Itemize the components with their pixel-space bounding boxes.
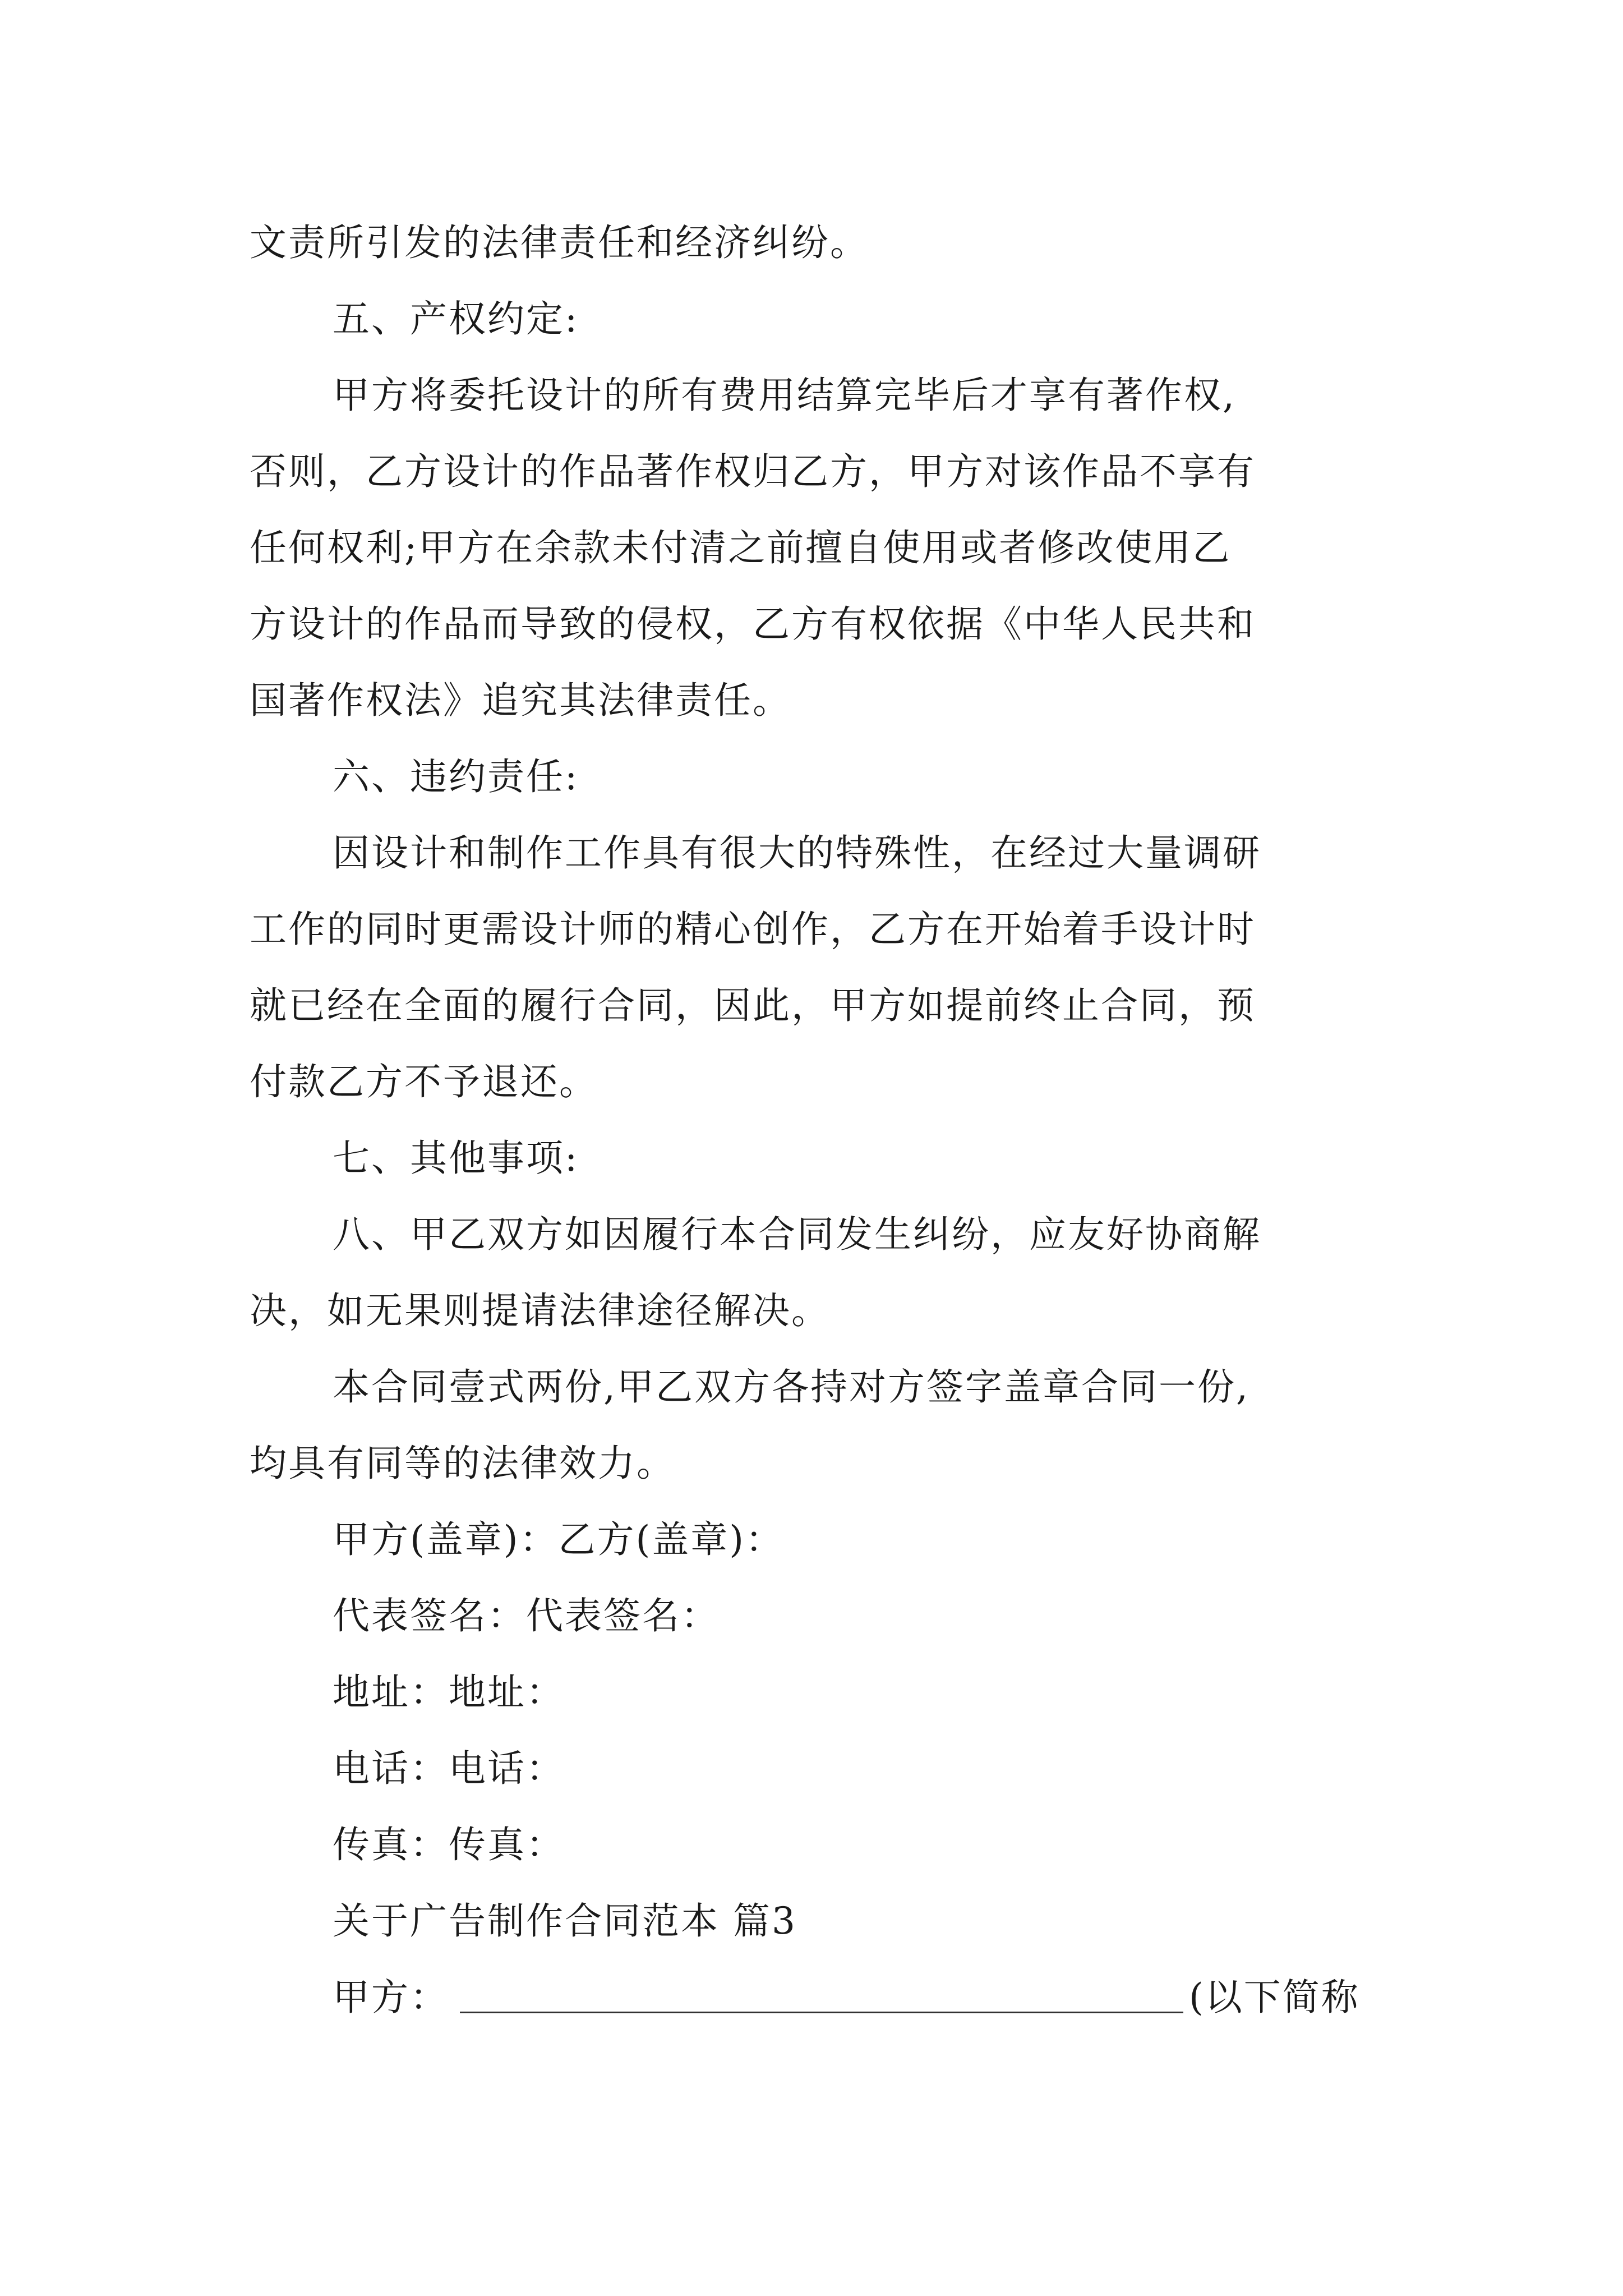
section-heading: 六、违约责任: [333,755,579,798]
paragraph-line: 国著作权法》追究其法律责任。 [250,679,791,722]
paragraph-line: 文责所引发的法律责任和经济纠纷。 [250,221,869,264]
section-heading: 五、产权约定: [333,297,579,341]
paragraph-line: 工作的同时更需设计师的精心创作，乙方在开始着手设计时 [250,908,1256,951]
paragraph-line: 方设计的作品而导致的侵权，乙方有权依据《中华人民共和 [250,602,1256,646]
signature-fax-line: 传真：传真： [333,1823,565,1866]
section-heading: 七、其他事项: [333,1137,579,1180]
paragraph-line: 甲方将委托设计的所有费用结算完毕后才享有著作权, [333,374,1236,417]
signature-phone-line: 电话：电话： [333,1747,565,1790]
party-a-suffix: (以下简称 [1189,1976,1360,2019]
paragraph-line: 本合同壹式两份,甲乙双方各持对方签字盖章合同一份, [333,1365,1249,1409]
signature-seal-line: 甲方(盖章)：乙方(盖章)： [333,1518,784,1561]
paragraph-line: 否则，乙方设计的作品著作权归乙方，甲方对该作品不享有 [250,450,1256,493]
paragraph-line: 决，如无果则提请法律途径解决。 [250,1289,830,1332]
party-a-line [250,1959,1377,2036]
paragraph-line: 就已经在全面的履行合同，因此，甲方如提前终止合同，预 [250,984,1256,1027]
party-a-blank [460,1975,1183,2013]
party-a-label: 甲方： [333,1976,449,2019]
paragraph-line: 付款乙方不予退还。 [250,1060,598,1103]
paragraph-line: 八、甲乙双方如因履行本合同发生纠纷，应友好协商解 [333,1213,1261,1256]
signature-representative-line: 代表签名：代表签名： [333,1594,720,1637]
contract-template-heading: 关于广告制作合同范本 篇3 [333,1899,797,1943]
signature-address-line: 地址：地址： [333,1671,565,1714]
contract-text [250,205,1377,2036]
paragraph-line: 均具有同等的法律效力。 [250,1442,675,1485]
paragraph-line: 因设计和制作工作具有很大的特殊性，在经过大量调研 [333,831,1261,875]
paragraph-line: 任何权利;甲方在余款未付清之前擅自使用或者修改使用乙 [250,526,1232,569]
